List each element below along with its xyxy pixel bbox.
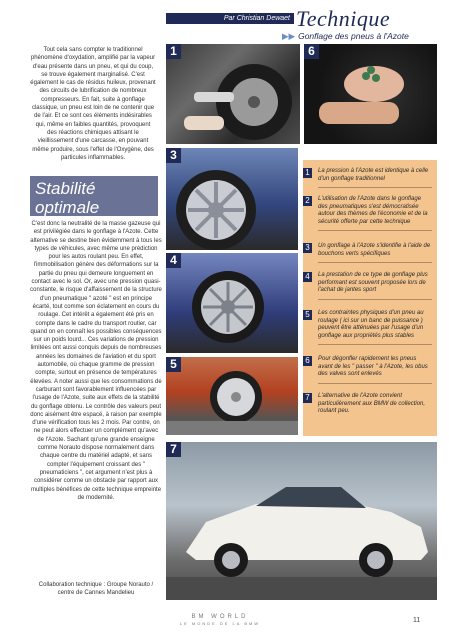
caption-divider — [318, 344, 432, 345]
byline: Par Christian Dewaet — [166, 13, 294, 24]
wheel-illustration — [166, 253, 298, 353]
double-arrow-icon: ▶▶ — [282, 31, 296, 41]
section-heading — [30, 176, 158, 216]
caption-divider — [318, 262, 432, 263]
caption-text: L'utilisation de l'Azote dans le gonflage des pneumatiques s'est démocratisée autour des thèmes de l'économie et de la sécurité offerte par cette technique — [318, 196, 428, 225]
article-subtitle — [282, 31, 409, 42]
credit-line: Collaboration technique : Groupe Norauto / centre de Cannes Mandelieu — [38, 582, 154, 597]
subtitle-text: Gonflage des pneus à l'Azote — [298, 31, 409, 41]
caption-number: 4 — [303, 272, 312, 282]
caption-text: La pression à l'Azote est identique à celle d'un gonflage traditionnel — [318, 168, 429, 182]
photo-number-badge: 1 — [166, 44, 181, 59]
caption-2 — [303, 196, 437, 226]
photo-number-badge: 7 — [166, 442, 181, 457]
wheel-illustration — [166, 148, 298, 250]
intro-paragraph: Tout cela sans compter le traditionnel phénomène d'oxydation, amplifié par la vapeur d'eau présente dans un pneu, et qui du coup, se trouve également marginalisé. C'est également le cas de résidus huileux, provenant des circuits de lubrification de nombreux compresseurs. En fait, suite à gonflage classique, un pneu est loin de ne contenir que de l'air. Et ce sont ces éléments indésirables qui, même en faibles quantités, provoquent des réactions chimiques attisant le vieillissement d'une carcasse, en pouvant même produire, sous l'effet de l'Oxygène, des particules inflammables. — [30, 47, 156, 161]
page-number: 11 — [413, 617, 421, 624]
caption-text: Pour dégonfler rapidement les pneus avant de les " passer " à l'Azote, les obus des valves sont enlevés — [318, 356, 428, 377]
caption-number: 1 — [303, 168, 312, 178]
caption-divider — [318, 383, 432, 384]
caption-number: 5 — [303, 310, 312, 320]
photo-classic-bmw — [166, 442, 437, 600]
caption-number: 2 — [303, 196, 312, 206]
tyre-wheel-illustration — [166, 44, 300, 144]
magazine-name: BM WORLD — [191, 614, 249, 620]
hand-valve-illustration — [304, 44, 437, 144]
photo-number-badge: 5 — [166, 357, 181, 372]
magazine-tagline: LE MONDE DE LA BMW — [179, 621, 261, 626]
photo-green-caps-wheel — [166, 148, 298, 250]
photo-sport-rim — [166, 253, 298, 353]
caption-3 — [303, 243, 437, 258]
caption-7 — [303, 393, 437, 416]
caption-6 — [303, 356, 437, 379]
classic-car-illustration — [166, 442, 437, 600]
photo-number-badge: 3 — [166, 148, 181, 163]
photo-power-bench — [166, 357, 298, 435]
caption-1 — [303, 168, 437, 183]
caption-text: La prestation de ce type de gonflage plus performant est souvent proposée lors de l'achat de jantes sport — [318, 272, 428, 293]
photo-number-badge: 4 — [166, 253, 181, 268]
caption-number: 6 — [303, 356, 312, 366]
section-heading-line2: optimale — [35, 198, 100, 217]
caption-divider — [318, 299, 432, 300]
photo-tyre-pressure-gauge — [166, 44, 300, 144]
caption-divider — [318, 187, 432, 188]
wheel-on-bench-illustration — [166, 357, 298, 435]
caption-text: Un gonflage à l'Azote s'identifie à l'aide de bouchons verts spécifiques — [318, 243, 431, 257]
caption-number: 7 — [303, 393, 312, 403]
caption-number: 3 — [303, 243, 312, 253]
caption-4 — [303, 272, 437, 295]
section-heading-line1: Stabilité — [35, 179, 96, 198]
caption-5 — [303, 310, 437, 340]
caption-divider — [318, 230, 432, 231]
photo-valve-cores — [304, 44, 437, 144]
section-title: Technique — [296, 6, 391, 31]
caption-text: Les contraintes physiques d'un pneu au roulage ( ici sur un banc de puissance ) peuvent être atténuées par l'usage d'un gonflage aux propriétés plus stables — [318, 310, 424, 339]
caption-text: L'alternative de l'Azote convient particulièrement aux BMW de collection, roulant peu. — [318, 393, 426, 414]
photo-number-badge: 6 — [304, 44, 319, 59]
main-paragraph: C'est donc la neutralité de la masse gazeuse qui est privilégiée dans le gonflage à l'Azote. Cette alternative se destine bien évidemment à tous les types de véhicules, avec même une prédiction pour les autos roulant peu. En effet, l'immobilisation génère des déformations sur la partie du pneu qui demeure longuement en contact avec le sol. Or, avec une pression quasi-constante, le risque d'affaissement de la structure d'un pneumatique " azoté " est en principe écarté, tout comme son éclatement en cours du roulage. Cet intérêt a également été pris en compte dans le cadre du transport routier, car quand on en connaît les possibles conséquences sur un poids lourd... Ces variations de pression limitées ont aussi conquis depuis de nombreuses années les domaines de l'aviation et du sport automobile, où chaque gramme de pression compte, surtout en présence de températures élevées. A noter aussi que les consommations de carburant sont favorablement influencées par l'usage de l'Azote, suite aux effets de la stabilité du gonflage obtenu. Le contrôle des valeurs peut donc aisément être espacé, à raison par exemple d'une vérification tous les 2 mois. Par contre, on ne peut alors effectuer un complément qu'avec de l'Azote. Sachant qu'une grande enseigne comme Norauto dispose normalement dans chaque centre du matériel adapté, et sans compter l'équipement croissant des " pneumaticiens ", cet argument n'est plus à considérer comme un obstacle par rapport aux multiples bénéfices de cette technique empreinte de modernité. — [30, 221, 162, 501]
